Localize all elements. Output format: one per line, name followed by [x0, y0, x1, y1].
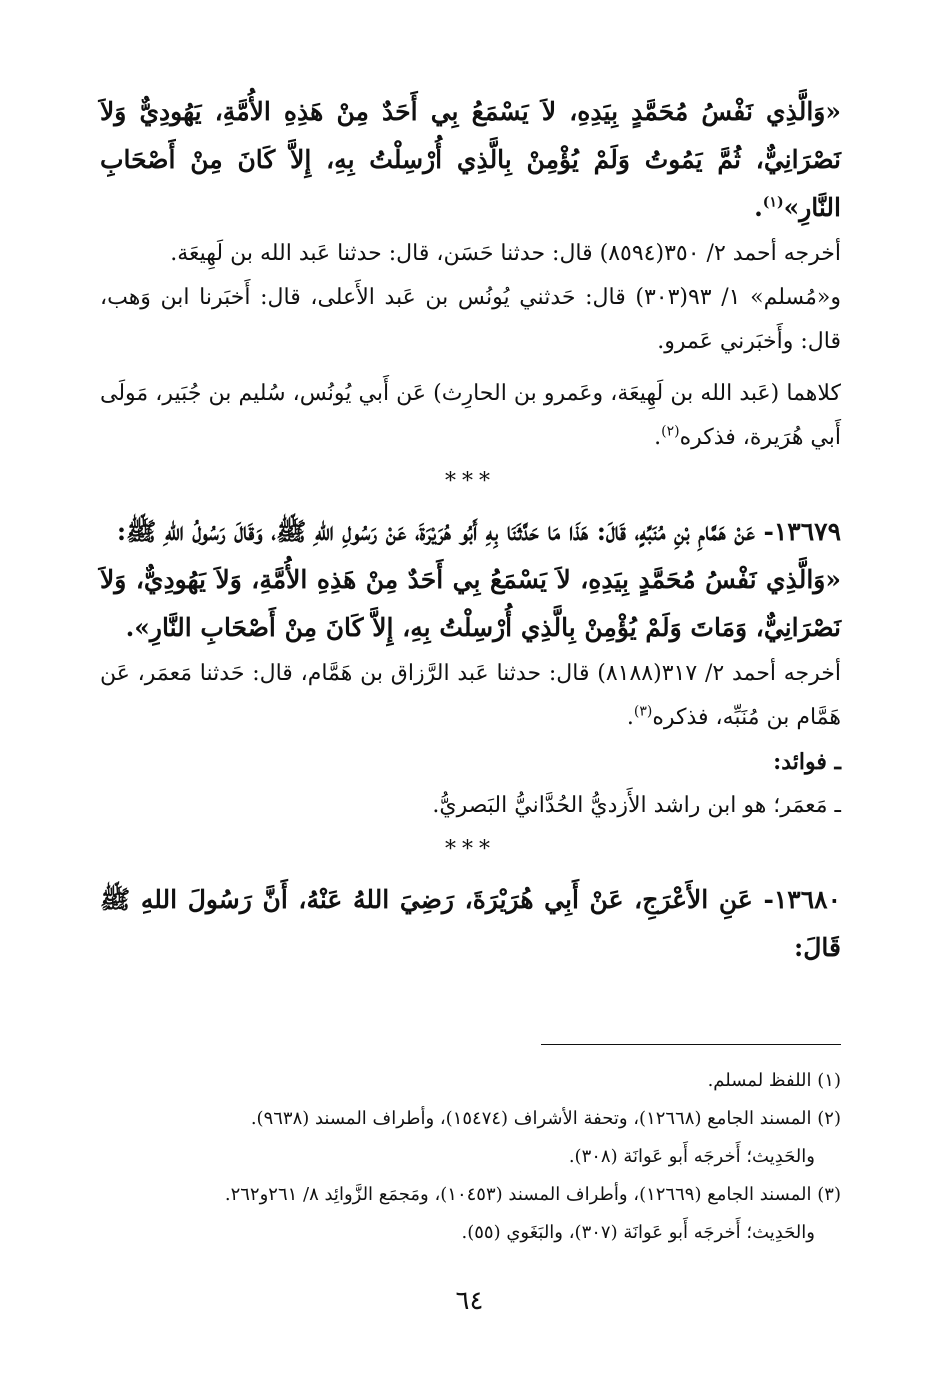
takhrij-2-end: . — [626, 705, 634, 730]
hadith-text-1-end: . — [754, 193, 763, 222]
kilahuma-body: كلاهما (عَبد الله بن لَهِيعَة، وعَمرو بن الحارِث) عَن أَبي يُونُس، سُليم بن جُبَير، مَولَى أَبي هُرَيرة، فذكره — [100, 381, 841, 450]
fawaid-item: ـ مَعمَر؛ هو ابن راشد الأَزديُّ الحُدَّانيُّ البَصريُّ. — [432, 793, 841, 818]
page-body — [100, 88, 841, 972]
section-separator: *** — [445, 469, 496, 494]
footnotes — [100, 1062, 841, 1252]
footnote-3: (٣) المسند الجامع (١٢٦٦٩)، وأطراف المسند (١٠٤٥٣)، ومَجمَع الزَّوائِد ٨/ ٢٦١و٢٦٢. — [224, 1184, 841, 1205]
hadith-text-1 — [100, 88, 841, 232]
page-number: ٦٤ — [455, 1286, 484, 1316]
footnote-ref-3[interactable]: (٣) — [633, 703, 653, 720]
takhrij-1-line-1: أخرجه أحمد ٢/ ٣٥٠(٨٥٩٤) قال: حدثنا حَسَن، قال: حدثنا عَبد الله بن لَهِيعَة. — [170, 241, 841, 266]
takhrij-2-body: أخرجه أحمد ٢/ ٣١٧(٨١٨٨) قال: حدثنا عَبد الرَّزاق بن هَمَّام، قال: حَدثنا مَعمَر، عَن هَمَّام بن مُنَبِّه، فذكره — [100, 661, 842, 730]
footnote-1: (١) اللفظ لمسلم. — [707, 1070, 841, 1091]
footnote-2: (٢) المسند الجامع (١٢٦٦٨)، وتحفة الأشراف (١٥٤٧٤)، وأطراف المسند (٩٦٣٨). — [250, 1108, 841, 1129]
footnote-3-sub: والحَدِيث؛ أَخرجَه أَبو عَوانَة (٣٠٧)، والبَغَوي (٥٥). — [461, 1222, 815, 1243]
kilahuma-end: . — [654, 425, 662, 450]
footnote-2-sub: والحَدِيث؛ أَخرجَه أَبو عَوانَة (٣٠٨). — [568, 1146, 815, 1167]
kilahuma-text — [100, 372, 841, 460]
footnote-divider — [541, 1044, 841, 1045]
takhrij-1-line-2: و«مُسلم» ١/ ٩٣(٣٠٣) قال: حَدثني يُونُس بن عَبد الأَعلى، قال: أَخبَرنا ابن وَهب، قال: وأَخبَرني عَمرو. — [100, 285, 842, 354]
fawaid-heading: ـ فوائد: — [773, 749, 841, 775]
takhrij-2 — [100, 652, 841, 740]
hadith-13679-text: «وَالَّذِي نَفْسُ مُحَمَّدٍ بِيَدِهِ، لاَ يَسْمَعُ بِي أَحَدٌ مِنْ هَذِهِ الأُمَّةِ، وَلاَ يَهُودِيٌّ، وَلاَ نَصْرَانِيٌّ، وَمَاتَ وَلَمْ يُؤْمِنْ بِالَّذِي أُرْسِلْتُ بِهِ، إِلاَّ كَانَ مِنْ أَصْحَابِ النَّارِ». — [100, 565, 841, 642]
hadith-13679-intro: ١٣٦٧٩- عَنْ هَمَّامِ بْنِ مُنَبِّهٍ، قَالَ: هَذَا مَا حَدَّثَنَا بِهِ أَبُو هُرَيْرَةَ، عَنْ رَسُولِ اللهِ ﷺ، وَقَالَ رَسُولُ اللهِ ﷺ: — [116, 517, 841, 546]
section-separator-2: *** — [445, 837, 496, 862]
footnote-ref-1[interactable]: (١) — [762, 194, 784, 211]
footnote-ref-2[interactable]: (٢) — [661, 423, 680, 440]
hadith-13680-intro: ١٣٦٨٠- عَنِ الأَعْرَجِ، عَنْ أَبِي هُرَيْرَةَ، رَضِيَ اللهُ عَنْهُ، أَنَّ رَسُولَ اللهِ ﷺ قَالَ: — [100, 885, 841, 962]
hadith-text-1-body: «وَالَّذِي نَفْسُ مُحَمَّدٍ بِيَدِهِ، لاَ يَسْمَعُ بِي أَحَدٌ مِنْ هَذِهِ الأُمَّةِ، يَهُودِيٌّ وَلاَ نَصْرَانِيٌّ، ثُمَّ يَمُوتُ وَلَمْ يُؤْمِنْ بِالَّذِي أُرْسِلْتُ بِهِ، إِلاَّ كَانَ مِنْ أَصْحَابِ النَّارِ» — [100, 97, 841, 222]
